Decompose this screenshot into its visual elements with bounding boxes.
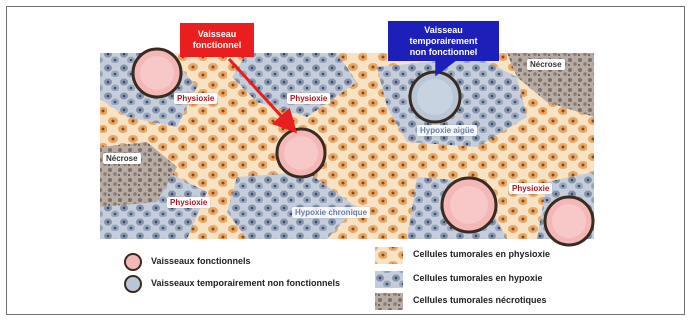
legend-label: Cellules tumorales en physioxie (413, 249, 551, 259)
functional-vessel (545, 197, 593, 245)
non-functional-vessel-callout: Vaisseau temporairement non fonctionnel (388, 21, 499, 61)
legend-label: Cellules tumorales en hypoxie (413, 273, 543, 283)
legend-item (145, 256, 251, 266)
non-functional-vessel (410, 72, 460, 122)
legend-hypoxia-cells-icon (375, 271, 403, 288)
legend-necrotic-cells-icon (375, 293, 403, 310)
legend-physioxia-cells-icon (375, 247, 403, 264)
label-physioxie: Physioxie (174, 93, 217, 104)
legend-item (407, 273, 543, 283)
figure-frame (6, 6, 685, 315)
label-physioxie: Physioxie (509, 183, 552, 194)
functional-vessel (442, 178, 496, 232)
label-hypoxie-chronique: Hypoxie chronique (292, 207, 370, 218)
legend-functional-vessel-icon (125, 254, 141, 270)
functional-vessel-callout: Vaisseau fonctionnel (180, 23, 254, 57)
label-necrose: Nécrose (527, 59, 565, 70)
label-physioxie: Physioxie (167, 197, 210, 208)
label-necrose: Nécrose (103, 153, 141, 164)
functional-vessel (277, 129, 325, 177)
legend-label: Cellules tumorales nécrotiques (413, 295, 547, 305)
legend-label: Vaisseaux temporairement non fonctionnels (151, 278, 341, 288)
functional-vessel (133, 49, 181, 97)
legend-item (145, 278, 340, 288)
legend-non-functional-vessel-icon (125, 276, 141, 292)
legend-item (407, 295, 547, 305)
legend-label: Vaisseaux fonctionnels (151, 256, 251, 266)
label-physioxie: Physioxie (287, 93, 330, 104)
label-hypoxie-aigue: Hypoxie aigüe (417, 125, 477, 136)
legend-item (407, 249, 550, 259)
